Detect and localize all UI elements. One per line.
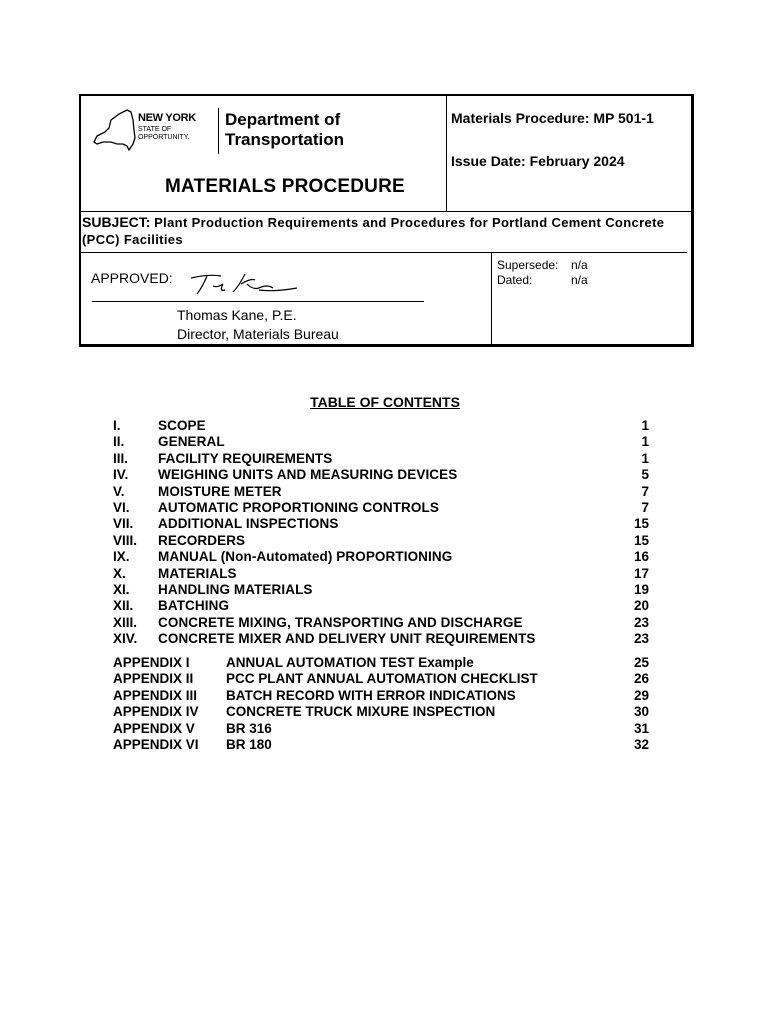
appendix-item-number: APPENDIX I xyxy=(113,655,190,670)
toc-item-row[interactable] xyxy=(113,631,653,647)
appendix-item-text: BR 316 xyxy=(226,720,272,736)
appendix-item-number: APPENDIX VI xyxy=(113,736,199,752)
toc-item-number: I. xyxy=(113,418,121,433)
signer-role: Director, Materials Bureau xyxy=(177,326,339,342)
toc-item-row[interactable] xyxy=(113,516,653,532)
toc-item-row[interactable] xyxy=(113,500,653,516)
toc-item-number: VIII. xyxy=(113,532,138,548)
document-header xyxy=(79,94,694,347)
toc-item-row[interactable] xyxy=(113,533,653,549)
department-name: Department of Transportation xyxy=(225,110,345,149)
table-of-contents xyxy=(113,418,653,647)
header-top-row xyxy=(81,96,691,212)
toc-item-page: 19 xyxy=(633,581,649,597)
supersede-value: n/a xyxy=(571,258,588,272)
toc-item-text: MANUAL (Non-Automated) PROPORTIONING xyxy=(158,549,453,565)
toc-item-number: XIV. xyxy=(113,631,138,647)
appendix-item-number: APPENDIX III xyxy=(113,687,198,703)
appendix-item-number: APPENDIX IV xyxy=(113,704,199,720)
toc-item-text: AUTOMATIC PROPORTIONING CONTROLS xyxy=(158,499,439,515)
toc-item-page: 20 xyxy=(633,598,649,614)
subject-label: SUBJECT: xyxy=(82,214,151,230)
signature-line xyxy=(92,301,424,302)
supersede-label: Supersede: xyxy=(497,258,559,272)
appendix-item-page: 31 xyxy=(633,720,649,736)
toc-item-row[interactable] xyxy=(113,418,653,434)
toc-item-text: ADDITIONAL INSPECTIONS xyxy=(158,516,339,532)
new-york-state-outline-icon xyxy=(91,106,137,152)
appendix-item-page: 32 xyxy=(633,736,649,752)
state-tagline: STATE OF OPPORTUNITY. xyxy=(138,126,190,141)
toc-item-text: CONCRETE MIXING, TRANSPORTING AND DISCHARGE xyxy=(158,614,523,630)
toc-item-page: 7 xyxy=(641,483,649,499)
appendix-item-text: CONCRETE TRUCK MIXURE INSPECTION xyxy=(226,704,496,720)
toc-item-page: 15 xyxy=(633,532,649,548)
toc-item-row[interactable] xyxy=(113,451,653,467)
toc-item-page: 23 xyxy=(633,631,649,647)
appendix-item-text: BATCH RECORD WITH ERROR INDICATIONS xyxy=(226,687,516,703)
appendix-item-row[interactable] xyxy=(113,737,653,753)
appendix-item-page: 26 xyxy=(633,671,649,687)
toc-item-number: II. xyxy=(113,434,125,450)
appendix-item-row[interactable] xyxy=(113,671,653,687)
signer-block xyxy=(177,306,339,344)
appendix-item-page: 25 xyxy=(633,655,649,670)
toc-item-page: 5 xyxy=(641,467,649,483)
toc-item-row[interactable] xyxy=(113,467,653,483)
state-wordmark: NEW YORK xyxy=(138,112,196,124)
toc-item-page: 1 xyxy=(641,434,649,450)
logo-divider xyxy=(218,108,219,154)
toc-item-page: 16 xyxy=(633,549,649,565)
page-title: MATERIALS PROCEDURE xyxy=(165,176,405,197)
toc-item-page: 23 xyxy=(633,614,649,630)
toc-item-row[interactable] xyxy=(113,566,653,582)
toc-item-number: IX. xyxy=(113,549,130,565)
toc-item-number: XIII. xyxy=(113,614,138,630)
toc-item-text: MOISTURE METER xyxy=(158,483,282,499)
toc-item-page: 7 xyxy=(641,499,649,515)
toc-item-text: CONCRETE MIXER AND DELIVERY UNIT REQUIREMENTS xyxy=(158,631,536,647)
appendix-item-text: ANNUAL AUTOMATION TEST Example xyxy=(226,655,474,670)
signature xyxy=(189,268,299,300)
toc-item-row[interactable] xyxy=(113,549,653,565)
toc-item-number: XII. xyxy=(113,598,134,614)
toc-item-row[interactable] xyxy=(113,615,653,631)
toc-item-text: GENERAL xyxy=(158,434,225,450)
appendix-item-row[interactable] xyxy=(113,721,653,737)
appendix-item-text: PCC PLANT ANNUAL AUTOMATION CHECKLIST xyxy=(226,671,538,687)
toc-item-text: FACILITY REQUIREMENTS xyxy=(158,450,333,466)
toc-item-number: X. xyxy=(113,565,126,581)
appendix-item-number: APPENDIX V xyxy=(113,720,195,736)
toc-item-text: WEIGHING UNITS AND MEASURING DEVICES xyxy=(158,467,458,483)
toc-item-page: 1 xyxy=(641,450,649,466)
toc-item-number: IV. xyxy=(113,467,129,483)
subject-line xyxy=(81,212,687,253)
toc-item-row[interactable] xyxy=(113,598,653,614)
appendix-list xyxy=(113,655,653,753)
appendix-item-row[interactable] xyxy=(113,704,653,720)
toc-item-number: III. xyxy=(113,450,129,466)
toc-item-page: 15 xyxy=(633,516,649,532)
toc-item-number: V. xyxy=(113,483,125,499)
toc-item-page: 1 xyxy=(641,418,649,433)
toc-item-number: VI. xyxy=(113,499,130,515)
toc-item-number: XI. xyxy=(113,581,130,597)
toc-item-text: SCOPE xyxy=(158,418,206,433)
appendix-item-text: BR 180 xyxy=(226,736,272,752)
approved-label: APPROVED: xyxy=(91,270,173,286)
toc-item-number: VII. xyxy=(113,516,134,532)
toc-item-text: BATCHING xyxy=(158,598,230,614)
appendix-item-row[interactable] xyxy=(113,688,653,704)
appendix-item-page: 30 xyxy=(633,704,649,720)
nysdot-logo xyxy=(91,104,391,164)
toc-item-text: RECORDERS xyxy=(158,532,246,548)
toc-item-row[interactable] xyxy=(113,582,653,598)
toc-item-page: 17 xyxy=(633,565,649,581)
subject-text: Plant Production Requirements and Procedures for Portland Cement Concrete (PCC) Facilities xyxy=(82,215,665,247)
appendix-item-row[interactable] xyxy=(113,655,653,671)
dated-value: n/a xyxy=(571,273,588,287)
toc-item-text: HANDLING MATERIALS xyxy=(158,581,313,597)
toc-item-text: MATERIALS xyxy=(158,565,237,581)
toc-item-row[interactable] xyxy=(113,484,653,500)
procedure-number: Materials Procedure: MP 501-1 xyxy=(451,110,654,126)
appendix-item-number: APPENDIX II xyxy=(113,671,194,687)
dated-label: Dated: xyxy=(497,273,533,287)
appendix-item-page: 29 xyxy=(633,687,649,703)
supersede-block xyxy=(497,258,588,288)
issue-date: Issue Date: February 2024 xyxy=(451,153,625,169)
signer-name: Thomas Kane, P.E. xyxy=(177,307,297,323)
toc-title: TABLE OF CONTENTS xyxy=(310,394,460,410)
toc-item-row[interactable] xyxy=(113,434,653,450)
